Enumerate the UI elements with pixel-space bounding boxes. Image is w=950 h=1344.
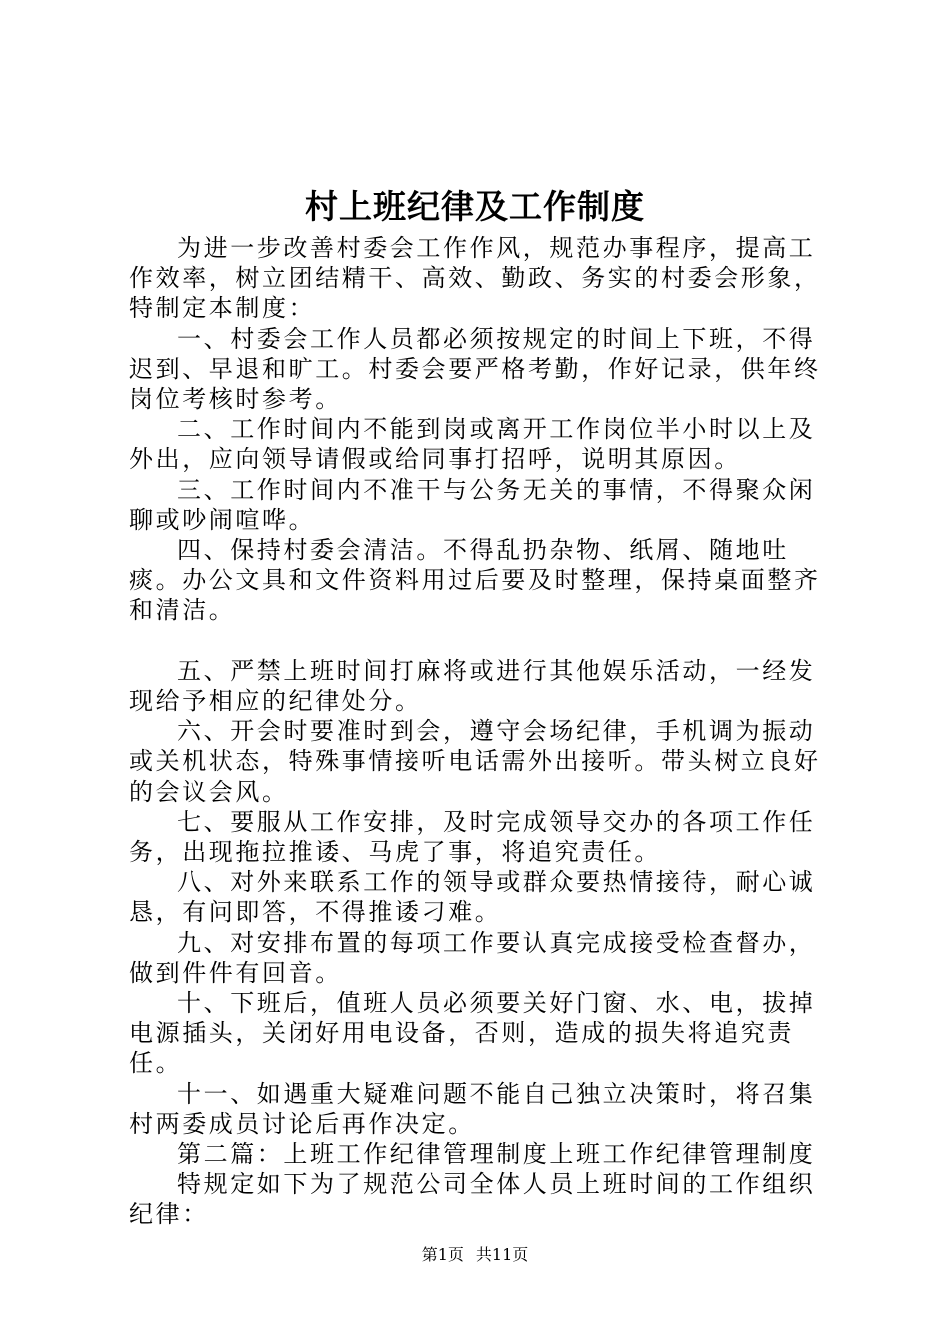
page-footer — [0, 1245, 950, 1265]
paragraph-intro: 为进一步改善村委会工作作风，规范办事程序，提高工作效率，树立团结精干、高效、勤政、务实的村委会形象，特制定本制度： — [129, 234, 821, 323]
paragraph-part-two-heading: 第二篇：上班工作纪律管理制度上班工作纪律管理制度 — [177, 1140, 816, 1169]
paragraph-rule-11: 十一、如遇重大疑难问题不能自己独立决策时，将召集村两委成员讨论后再作决定。 — [129, 1079, 816, 1138]
document-body — [129, 233, 841, 1230]
paragraph-rule-10: 十、下班后，值班人员必须要关好门窗、水、电，拔掉电源插头，关闭好用电设备，否则，造成的损失将追究责任。 — [129, 989, 816, 1078]
blank-line — [129, 626, 841, 656]
paragraph-rule-1: 一、村委会工作人员都必须按规定的时间上下班，不得迟到、早退和旷工。村委会要严格考勤，作好记录，供年终岗位考核时参考。 — [129, 324, 821, 414]
page-number: 第1页 — [421, 1245, 464, 1264]
paragraph-rule-9: 九、对安排布置的每项工作要认真完成接受检查督办，做到件件有回音。 — [129, 928, 816, 987]
paragraph-rule-5: 五、严禁上班时间打麻将或进行其他娱乐活动，一经发现给予相应的纪律处分。 — [129, 656, 816, 716]
paragraph-rule-8: 八、对外来联系工作的领导或群众要热情接待，耐心诚恳，有问即答，不得推诿刁难。 — [129, 868, 816, 927]
paragraph-rule-7: 七、要服从工作安排，及时完成领导交办的各项工作任务，出现拖拉推诿、马虎了事，将追究责任。 — [129, 807, 816, 867]
paragraph-part-two-intro: 特规定如下为了规范公司全体人员上班时间的工作组织纪律： — [129, 1170, 816, 1229]
paragraph-rule-2: 二、工作时间内不能到岗或离开工作岗位半小时以上及外出，应向领导请假或给同事打招呼，说明其原因。 — [129, 415, 816, 474]
paragraph-rule-4: 四、保持村委会清洁。不得乱扔杂物、纸屑、随地吐痰。办公文具和文件资料用过后要及时整理，保持桌面整齐和清洁。 — [129, 536, 821, 625]
page-total: 共11页 — [475, 1245, 529, 1264]
paragraph-rule-6: 六、开会时要准时到会，遵守会场纪律，手机调为振动或关机状态，特殊事情接听电话需外出接听。带头树立良好的会议会风。 — [129, 717, 821, 806]
paragraph-rule-3: 三、工作时间内不准干与公务无关的事情，不得聚众闲聊或吵闹喧哗。 — [129, 475, 816, 534]
document-title: 村上班纪律及工作制度 — [305, 187, 645, 226]
